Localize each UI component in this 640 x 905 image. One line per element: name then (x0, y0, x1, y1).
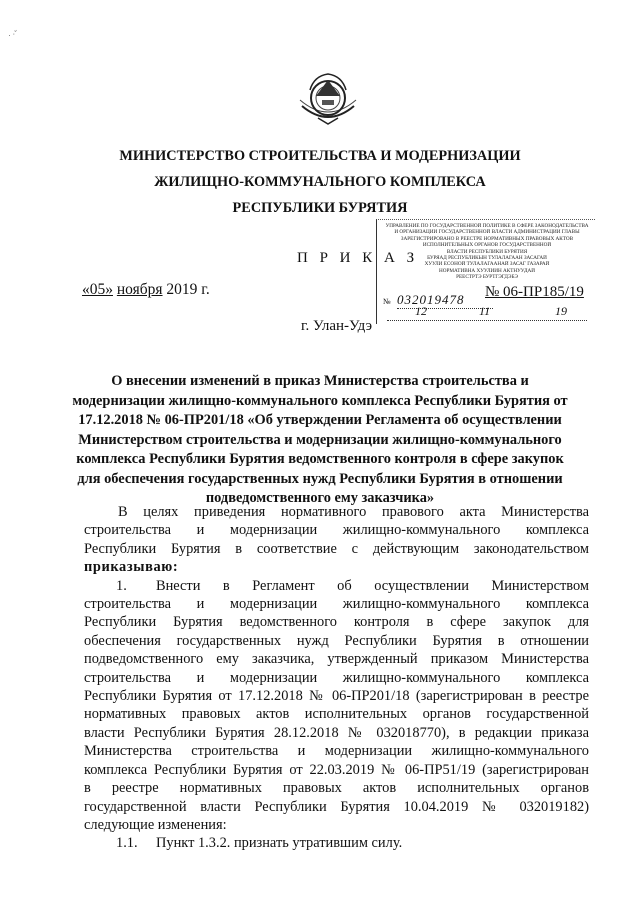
ministry-line-3: РЕСПУБЛИКИ БУРЯТИЯ (232, 200, 408, 216)
item-1-line: Республики Бурятия ведомственного контроля в сфере закупок для (84, 614, 589, 631)
item-1-line: подведомственного ему заказчика, утвержденный приказом Министерства (84, 651, 589, 668)
item-1-first-line (84, 577, 589, 595)
item-1-line: обеспечения государственных нужд Республики Бурятия в отношении (84, 632, 589, 649)
document-body (84, 503, 589, 853)
scan-mark: · ·ˇ (6, 28, 20, 41)
item-1-line: комплекса Республики Бурятия от 22.03.2019 № 06-ПР51/19 (зарегистрирован (84, 761, 589, 778)
coat-of-arms-emblem (296, 66, 360, 128)
date-month: ноября (116, 281, 163, 298)
item-1-line: государственной власти Республики Бурятия 10.04.2019 № 032019182) (84, 798, 589, 815)
stamp-line: ВЛАСТИ РЕСПУБЛИКИ БУРЯТИЯ (446, 248, 528, 255)
order-word: приказываю: (84, 559, 179, 576)
item-1-1 (84, 834, 589, 852)
reg-day: 12 (415, 304, 427, 318)
stamp-line: И ОРГАНИЗАЦИИ ГОСУДАРСТВЕННОЙ ВЛАСТИ АДМИНИСТРАЦИИ ГЛАВЫ (394, 229, 580, 236)
reg-year: 19 (555, 304, 567, 318)
item-1-line: власти Республики Бурятия 28.12.2018 № 032018770), в редакции приказа (84, 724, 589, 741)
registration-stamp (376, 219, 595, 324)
stamp-line: ИСПОЛНИТЕЛЬНЫХ ОРГАНОВ ГОСУДАРСТВЕННОЙ (422, 242, 552, 249)
item-1-number: 1. (116, 577, 127, 594)
stamp-text (383, 223, 591, 281)
stamp-line: БУРЯАД РЕСПУБЛИКЫН ТУЛАЛАГААН ЗАСАГАЙ (427, 255, 547, 262)
intro-line: строительства и модернизации жилищно-коммунального комплекса (84, 522, 589, 539)
ministry-line-2: ЖИЛИЩНО-КОММУНАЛЬНОГО КОМПЛЕКСА (154, 174, 486, 190)
document-date (82, 281, 210, 299)
stamp-line: УПРАВЛЕНИЕ ПО ГОСУДАРСТВЕННОЙ ПОЛИТИКЕ В СФЕРЕ ЗАКОНОДАТЕЛЬСТВА (385, 223, 589, 229)
ministry-name (60, 143, 580, 221)
intro-line: Республики Бурятия в соответствие с действующим законодательством (84, 540, 589, 557)
item-1-line: строительства и модернизации жилищно-коммунального комплекса (84, 669, 589, 686)
date-day: «05» (82, 281, 113, 298)
item-1-first-text: Внести в Регламент об осуществлении Министерством (156, 577, 589, 594)
item-1-line: Министерства строительства и модернизации жилищно-коммунального (84, 743, 589, 760)
order-number: № 06-ПР185/19 (485, 284, 584, 300)
item-1-line: в реестре нормативных правовых актов исполнительных органов (84, 780, 589, 797)
item-1-line: Республики Бурятия от 17.12.2018 № 06-ПР201/18 (зарегистрирован в реестре (84, 688, 589, 705)
city: г. Улан-Удэ (301, 318, 373, 334)
stamp-line: РЕЕСТРТЭ БУРТГЭГДЭБЭ (456, 274, 518, 281)
item-1-line: нормативных правовых актов исполнительных органов государственной (84, 706, 589, 723)
reg-month: 11 (479, 304, 491, 318)
stamp-line: ХУУЛИ ЁСОНОЙ ТУЛАЛАГААНАЙ ЗАСАГ ГАЗАРАЙ (424, 261, 550, 268)
stamp-line: НОРМАТИВНА ХУУЛИИН АКТНУУДАЙ (439, 267, 535, 274)
reg-date (387, 306, 587, 321)
intro-line: В целях приведения нормативного правового акта Министерства (118, 504, 589, 520)
document-title: О внесении изменений в приказ Министерства строительства и модернизации жилищно-коммунального комплекса Республики Бурятия от 17.12.2018 № 06-ПР201/18 «Об утверждении Регламента об осуществлении Министерством строительства и модернизации жилищно-коммунального комплекса Республики Бурятия ведомственного контроля в сфере закупок для обеспечения государственных нужд Республики Бурятия в отношении подведомственного ему заказчика» (72, 373, 568, 506)
ministry-line-1: МИНИСТЕРСТВО СТРОИТЕЛЬСТВА И МОДЕРНИЗАЦИИ (119, 148, 521, 164)
item-1-1-text: Пункт 1.3.2. признать утратившим силу. (156, 835, 403, 852)
item-1-line: строительства и модернизации жилищно-коммунального комплекса (84, 596, 589, 613)
stamp-line: ЗАРЕГИСТРИРОВАНО В РЕЕСТРЕ НОРМАТИВНЫХ ПРАВОВЫХ АКТОВ (400, 235, 574, 242)
date-year: 2019 г. (166, 281, 210, 298)
item-1-last-line: следующие изменения: (84, 816, 227, 833)
document-type: П Р И К А З (297, 250, 419, 266)
item-1-1-number: 1.1. (116, 835, 138, 852)
reg-number: 032019478 (397, 292, 493, 309)
reg-number-label: № (383, 297, 391, 306)
